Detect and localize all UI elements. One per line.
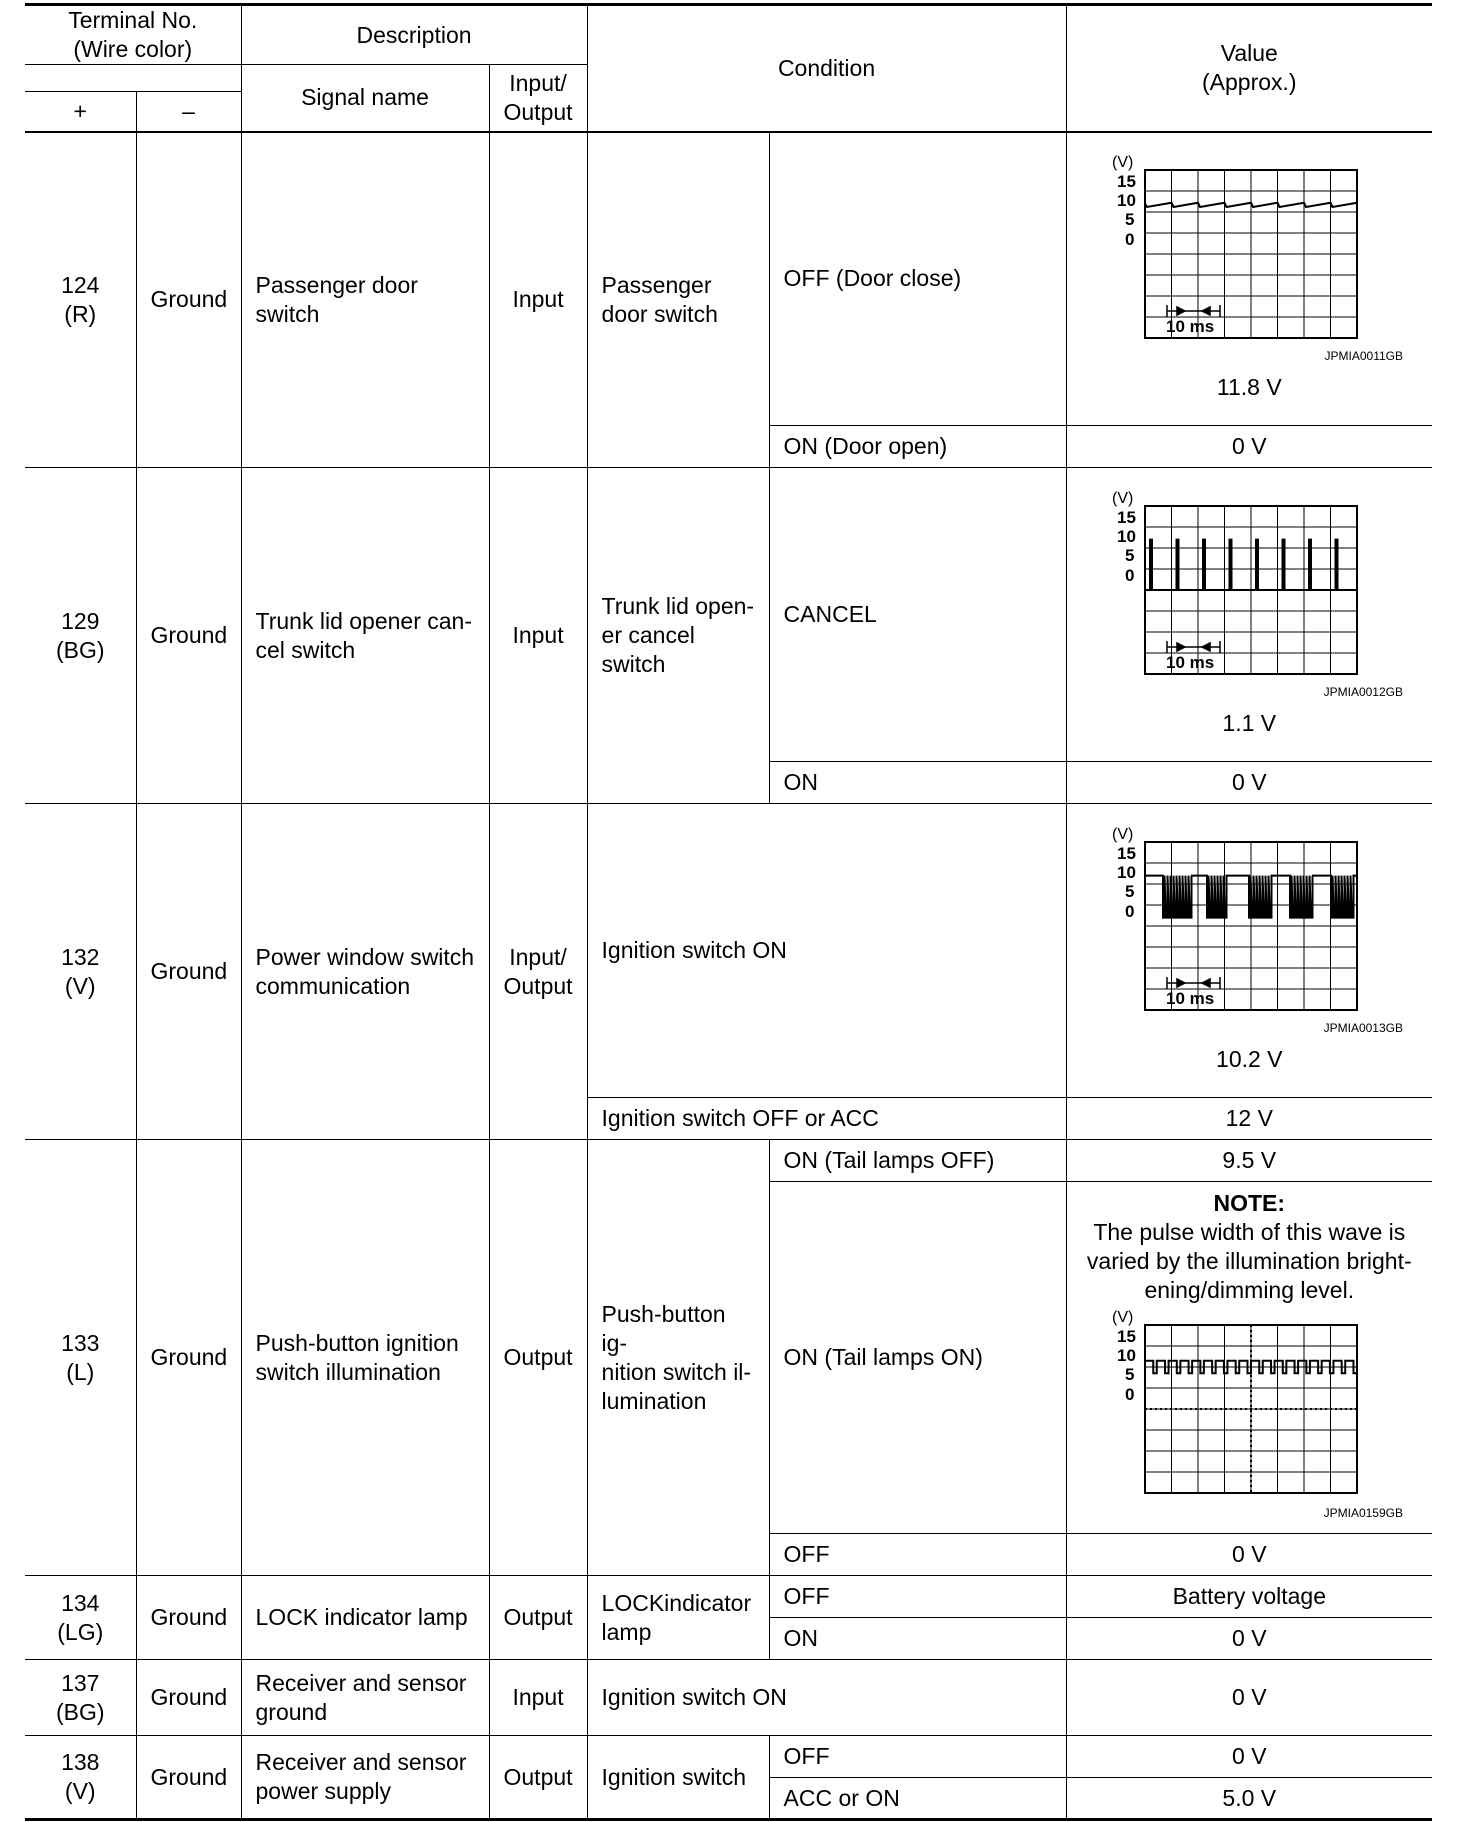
header-plus: + xyxy=(25,92,136,132)
axis-unit-label: (V) xyxy=(1111,825,1133,843)
io-129: Input xyxy=(489,468,587,804)
value-132-off: 12 V xyxy=(1066,1098,1432,1140)
ground-137: Ground xyxy=(136,1660,241,1736)
waveform-132 xyxy=(1067,822,1433,1036)
condition-129: Trunk lid open- er cancel switch xyxy=(587,468,769,804)
subcondition-124-on: ON (Door open) xyxy=(769,426,1066,468)
tick-10: 10 xyxy=(1116,1346,1136,1365)
tick-5: 5 xyxy=(1124,1365,1134,1384)
condition-137: Ignition switch ON xyxy=(587,1660,1066,1736)
tick-5: 5 xyxy=(1124,545,1134,565)
signal-134: LOCK indicator lamp xyxy=(241,1576,489,1660)
value-124-chart-cell xyxy=(1066,132,1432,426)
figure-id: JPMIA0013GB xyxy=(1323,1020,1403,1035)
header-signal-name: Signal name xyxy=(241,65,489,132)
terminal-129: 129 (BG) xyxy=(25,468,136,804)
value-124-on: 0 V xyxy=(1066,426,1432,468)
time-scale-label: 10 ms xyxy=(1165,988,1214,1008)
value-138-acc-on: 5.0 V xyxy=(1066,1778,1432,1820)
header-condition: Condition xyxy=(587,5,1066,132)
header-value: Value (Approx.) xyxy=(1066,5,1432,132)
terminal-134: 134 (LG) xyxy=(25,1576,136,1660)
io-124: Input xyxy=(489,132,587,468)
note-block xyxy=(1067,1189,1433,1305)
header-terminal-spacer xyxy=(25,65,241,92)
figure-id: JPMIA0011GB xyxy=(1324,348,1403,363)
tick-5: 5 xyxy=(1124,209,1134,229)
subcondition-133-tail-on: ON (Tail lamps ON) xyxy=(769,1182,1066,1534)
ground-132: Ground xyxy=(136,804,241,1140)
terminal-137: 137 (BG) xyxy=(25,1660,136,1736)
subcondition-124-off: OFF (Door close) xyxy=(769,132,1066,426)
value-124-off: 11.8 V xyxy=(1216,373,1282,400)
condition-134: LOCKindicator lamp xyxy=(587,1576,769,1660)
ground-133: Ground xyxy=(136,1140,241,1576)
terminal-138: 138 (V) xyxy=(25,1736,136,1820)
ground-124: Ground xyxy=(136,132,241,468)
subcondition-138-off: OFF xyxy=(769,1736,1066,1778)
value-129-chart-cell xyxy=(1066,468,1432,762)
tick-10: 10 xyxy=(1116,190,1136,210)
terminal-table xyxy=(25,3,1432,1821)
subcondition-129-cancel: CANCEL xyxy=(769,468,1066,762)
time-scale-label: 10 ms xyxy=(1165,652,1214,672)
subcondition-133-tail-off: ON (Tail lamps OFF) xyxy=(769,1140,1066,1182)
waveform-129 xyxy=(1067,486,1433,700)
tick-15: 15 xyxy=(1116,171,1136,191)
condition-132-off: Ignition switch OFF or ACC xyxy=(587,1098,1066,1140)
value-138-off: 0 V xyxy=(1066,1736,1432,1778)
signal-138: Receiver and sensor power supply xyxy=(241,1736,489,1820)
waveform-133 xyxy=(1067,1305,1433,1523)
io-133: Output xyxy=(489,1140,587,1576)
ground-138: Ground xyxy=(136,1736,241,1820)
value-137: 0 V xyxy=(1066,1660,1432,1736)
value-129-on: 0 V xyxy=(1066,762,1432,804)
subcondition-129-on: ON xyxy=(769,762,1066,804)
io-138: Output xyxy=(489,1736,587,1820)
note-line-1: The pulse width of this wave is xyxy=(1093,1219,1406,1245)
tick-10: 10 xyxy=(1116,862,1136,882)
value-129-cancel: 1.1 V xyxy=(1222,709,1277,736)
signal-132: Power window switch communication xyxy=(241,804,489,1140)
value-133-tail-off: 9.5 V xyxy=(1066,1140,1432,1182)
io-137: Input xyxy=(489,1660,587,1736)
signal-137: Receiver and sensor ground xyxy=(241,1660,489,1736)
tick-10: 10 xyxy=(1116,526,1136,546)
subcondition-138-acc-on: ACC or ON xyxy=(769,1778,1066,1820)
time-scale-label: 10 ms xyxy=(1165,316,1214,336)
tick-0: 0 xyxy=(1124,901,1134,921)
tick-15: 15 xyxy=(1116,1327,1136,1346)
value-132-chart-cell xyxy=(1066,804,1432,1098)
terminal-132: 132 (V) xyxy=(25,804,136,1140)
signal-133: Push-button ignition switch illumination xyxy=(241,1140,489,1576)
io-132: Input/ Output xyxy=(489,804,587,1140)
subcondition-134-on: ON xyxy=(769,1618,1066,1660)
figure-id: JPMIA0159GB xyxy=(1323,1506,1403,1520)
tick-5: 5 xyxy=(1124,881,1134,901)
condition-133: Push-button ig- nition switch il- lumination xyxy=(587,1140,769,1576)
signal-124: Passenger door switch xyxy=(241,132,489,468)
value-134-off: Battery voltage xyxy=(1066,1576,1432,1618)
figure-id: JPMIA0012GB xyxy=(1323,684,1403,699)
io-134: Output xyxy=(489,1576,587,1660)
signal-129: Trunk lid opener can- cel switch xyxy=(241,468,489,804)
ground-134: Ground xyxy=(136,1576,241,1660)
value-134-on: 0 V xyxy=(1066,1618,1432,1660)
waveform-trace xyxy=(1145,875,1357,917)
value-133-off: 0 V xyxy=(1066,1534,1432,1576)
condition-132-on: Ignition switch ON xyxy=(587,804,1066,1098)
tick-0: 0 xyxy=(1124,229,1134,249)
header-description: Description xyxy=(241,5,587,65)
note-title: NOTE: xyxy=(1213,1190,1286,1216)
tick-0: 0 xyxy=(1124,565,1134,585)
tick-15: 15 xyxy=(1116,507,1136,527)
header-minus: – xyxy=(136,92,241,132)
tick-0: 0 xyxy=(1124,1385,1134,1404)
subcondition-133-off: OFF xyxy=(769,1534,1066,1576)
axis-unit-label: (V) xyxy=(1111,1309,1133,1326)
condition-124: Passenger door switch xyxy=(587,132,769,468)
ground-129: Ground xyxy=(136,468,241,804)
value-132-on: 10.2 V xyxy=(1216,1045,1283,1072)
tick-15: 15 xyxy=(1116,843,1136,863)
terminal-133: 133 (L) xyxy=(25,1140,136,1576)
header-terminal-no: Terminal No. (Wire color) xyxy=(25,5,241,65)
terminal-124: 124 (R) xyxy=(25,132,136,468)
header-input-output: Input/ Output xyxy=(489,65,587,132)
note-line-2: varied by the illumination bright- xyxy=(1086,1248,1412,1274)
waveform-124 xyxy=(1067,150,1433,364)
value-133-chart-cell xyxy=(1066,1182,1432,1534)
note-line-3: ening/dimming level. xyxy=(1144,1277,1355,1303)
subcondition-134-off: OFF xyxy=(769,1576,1066,1618)
axis-unit-label: (V) xyxy=(1111,153,1133,171)
axis-unit-label: (V) xyxy=(1111,489,1133,507)
condition-138: Ignition switch xyxy=(587,1736,769,1820)
